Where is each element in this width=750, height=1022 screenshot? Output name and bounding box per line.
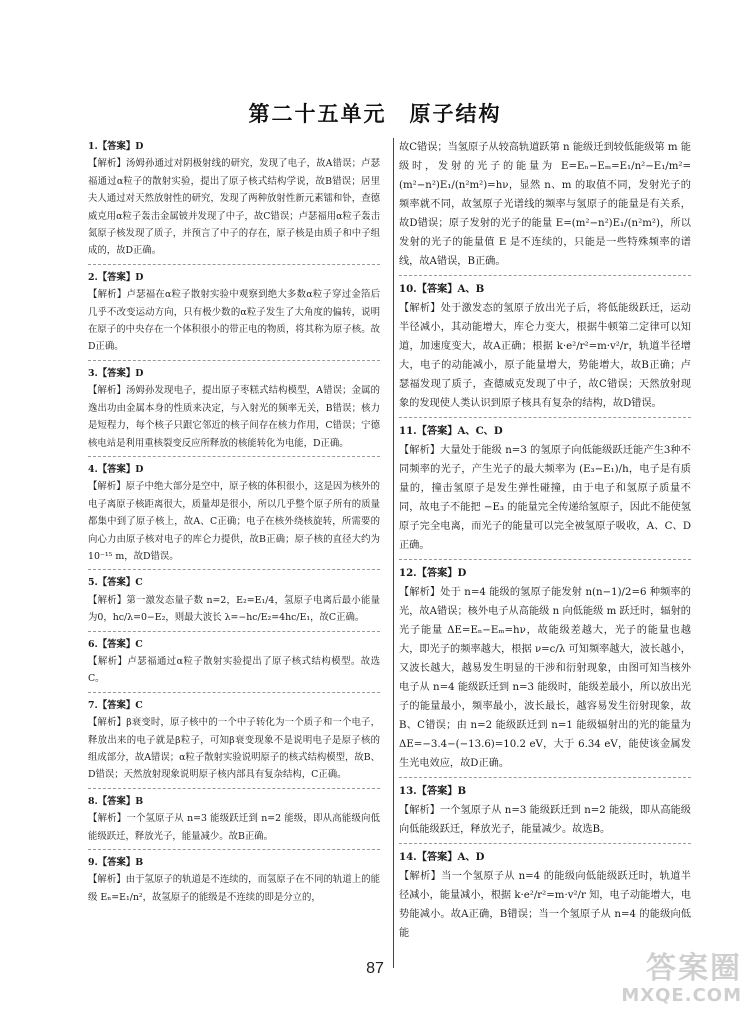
question-4	[88, 461, 380, 570]
question-13	[399, 782, 691, 844]
answer-line: 9.【答案】B	[88, 857, 144, 869]
answer-line: 2.【答案】D	[88, 271, 144, 283]
question-12	[399, 564, 691, 778]
question-8	[88, 793, 380, 850]
explanation-text: 故C错误；当氢原子从较高轨道跃第 n 能级迁到较低能级第 m 能级时，发射的光子的能量为 E=Eₙ−Eₘ=E₁/n²−E₁/m²=(m²−n²)E₁/(n²m²)=hν，显然 n、m 的取值不同，发射光子的频率就不同，故氢原子光谱线的频率与氢原子的能量是有关系，故D错误；原子发射的光子的能量 E=(m²−n²)E₁/(n²m²)，所以发射的光子的能量值 E 是不连续的，只能是一些特殊频率的谱线，故A错误，B正确。	[399, 142, 691, 267]
right-column	[399, 138, 691, 951]
answer-line: 14.【答案】A、D	[399, 851, 485, 863]
explanation-text: 【解析】原子中绝大部分是空中，原子核的体积很小，这是因为核外的电子离原子核距离很大，质量却是很小，所以几乎整个原子所有的质量都集中到了原子核上，故A、C正确；电子在核外绕核旋转，所需要的向心力由原子核对电子的库仑力提供，故B正确；原子核的直径大约为10⁻¹⁵ m，故D错误。	[88, 481, 380, 562]
answer-line: 4.【答案】D	[88, 463, 144, 475]
explanation-text: 【解析】处于激发态的氢原子放出光子后，将低能级跃迁，运动半径减小，其动能增大，库仑力变大，根据牛顿第二定律可以知道，加速度变大，故A正确；根据 k·e²/r²=m·v²/r，轨道半径增大，电子的动能减小，原子能量增大，势能增大，故B正确；卢瑟福发现了质子，查德威克发现了中子，故C错误；天然放射现象的发现使人类认识到原子核具有复杂的结构，故D错误。	[399, 303, 691, 409]
answer-line: 8.【答案】B	[88, 795, 144, 807]
watermark-logo-text: 答案圈	[646, 951, 742, 986]
explanation-text: 【解析】大量处于能级 n=3 的氢原子向低能级跃迁能产生3种不同频率的光子，产生光子的最大频率为 (E₃−E₁)/h，电子是有质量的，撞击氢原子是发生弹性碰撞，由于电子和氢原子质量不同，故电子不能把 −E₃ 的能量完全传递给氢原子，因此不能使氢原子完全电离，而光子的能量可以完全被氢原子吸收，A、C、D正确。	[399, 445, 691, 551]
answer-line: 3.【答案】D	[88, 367, 144, 379]
answer-line: 11.【答案】A、C、D	[399, 425, 503, 437]
explanation-text: 【解析】汤姆孙通过对阴极射线的研究，发现了电子，故A错误；卢瑟福通过α粒子的散射实验，提出了原子核式结构学说，故B错误；居里夫人通过对天然放射性的研究，发现了两种放射性新元素镭和钋，查德威克用α粒子轰击金属铍并发现了中子，故C错误；卢瑟福用α粒子轰击氮原子核发现了质子，并预言了中子的存在，原子核是由质子和中子组成的，故D正确。	[88, 158, 380, 257]
question-11	[399, 422, 691, 560]
answer-line: 13.【答案】B	[399, 785, 467, 797]
page-title: 第二十五单元 原子结构	[248, 102, 502, 126]
explanation-text: 【解析】卢瑟福通过α粒子散射实验提出了原子核式结构模型。故选C。	[88, 655, 380, 685]
question-6	[88, 636, 380, 693]
answer-line: 7.【答案】C	[88, 699, 143, 711]
answer-line: 1.【答案】D	[88, 141, 144, 152]
question-10	[399, 280, 691, 418]
explanation-text: 【解析】β衰变时，原子核中的一个中子转化为一个质子和一个电子，释放出来的电子就是β粒子，可知β衰变现象不是说明电子是原子核的组成部分，故A错误；α粒子散射实验说明原子的核式结构模型，故B、D错误；天然放射现象说明原子核内部具有复杂结构，C正确。	[88, 717, 380, 781]
column-divider	[393, 138, 394, 968]
explanation-text: 【解析】一个氢原子从 n=3 能级跃迁到 n=2 能级，即从高能级向低能级跃迁，释放光子，能量减少。故B正确。	[88, 813, 380, 842]
watermark	[592, 952, 742, 1012]
left-column	[88, 138, 380, 914]
question-14	[399, 848, 691, 947]
question-1	[88, 138, 380, 265]
page-number: 87	[366, 960, 384, 977]
question-2	[88, 269, 380, 361]
explanation-text: 【解析】卢瑟福在α粒子散射实验中观察到绝大多数α粒子穿过金箔后几乎不改变运动方向，只有极少数的α粒子发生了大角度的偏转，说明在原子的中央存在一个体积很小的带正电的物质，将其称为原子核。故D正确。	[88, 289, 380, 353]
question-9	[88, 854, 380, 910]
question-5	[88, 574, 380, 631]
watermark-url: MXQE.COM	[621, 985, 742, 1006]
explanation-text: 【解析】一个氢原子从 n=3 能级跃迁到 n=2 能级，即从高能级向低能级跃迁，释放光子，能量减少。故选B。	[399, 805, 691, 835]
explanation-text: 【解析】由于氢原子的轨道是不连续的，而氢原子在不同的轨道上的能级 Eₙ=E₁/n²，故氢原子的能级是不连续的即是分立的，	[88, 874, 380, 903]
explanation-text: 【解析】汤姆孙发现电子，提出原子枣糕式结构模型，A错误；金属的逸出功由金属本身的性质来决定，与入射光的频率无关，B错误；核力是短程力，每个核子只跟它邻近的核子间存在核力作用，C错误；宁德核电站是利用重核裂变反应所释放的核能转化为电能，D正确。	[88, 385, 380, 449]
question-9-continued	[399, 138, 691, 276]
question-7	[88, 697, 380, 789]
answer-line: 10.【答案】A、B	[399, 283, 485, 295]
answer-line: 5.【答案】C	[88, 577, 143, 589]
answer-line: 12.【答案】D	[399, 567, 467, 579]
explanation-text: 【解析】第一激发态量子数 n=2，E₂=E₁/4，氢原子电离后最小能量为0，hc/λ=0−E₂，则最大波长 λ=−hc/E₂=4hc/E₁，故C正确。	[88, 594, 380, 624]
answer-line: 6.【答案】C	[88, 638, 143, 650]
question-3	[88, 365, 380, 457]
explanation-text: 【解析】当一个氢原子从 n=4 的能级向低能级跃迁时，轨道半径减小，能量减小，根据 k·e²/r²=m·v²/r 知，电子动能增大，电势能减小。故A正确，B错误；当一个氢原子从 n=4 的能级向低能	[399, 871, 691, 939]
explanation-text: 【解析】处于 n=4 能级的氢原子能发射 n(n−1)/2=6 种频率的光，故A错误；核外电子从高能级 n 向低能级 m 跃迁时，辐射的光子能量 ΔE=Eₙ−Eₘ=hν，故能级差越大，光子的能量也越大，即光子的频率越大，根据 ν=c/λ 可知频率越大，波长越小，又波长越大，越易发生明显的干涉和衍射现象，由图可知当核外电子从 n=4 能级跃迁到 n=3 能级时，能级差最小，所以放出光子的能量最小，频率最小，波长最长，越容易发生衍射现象，故B、C错误；由 n=2 能级跃迁到 n=1 能级辐射出的光的能量为 ΔE=−3.4−(−13.6)=10.2 eV，大于 6.34 eV，能使该金属发生光电效应，故D正确。	[399, 587, 691, 769]
